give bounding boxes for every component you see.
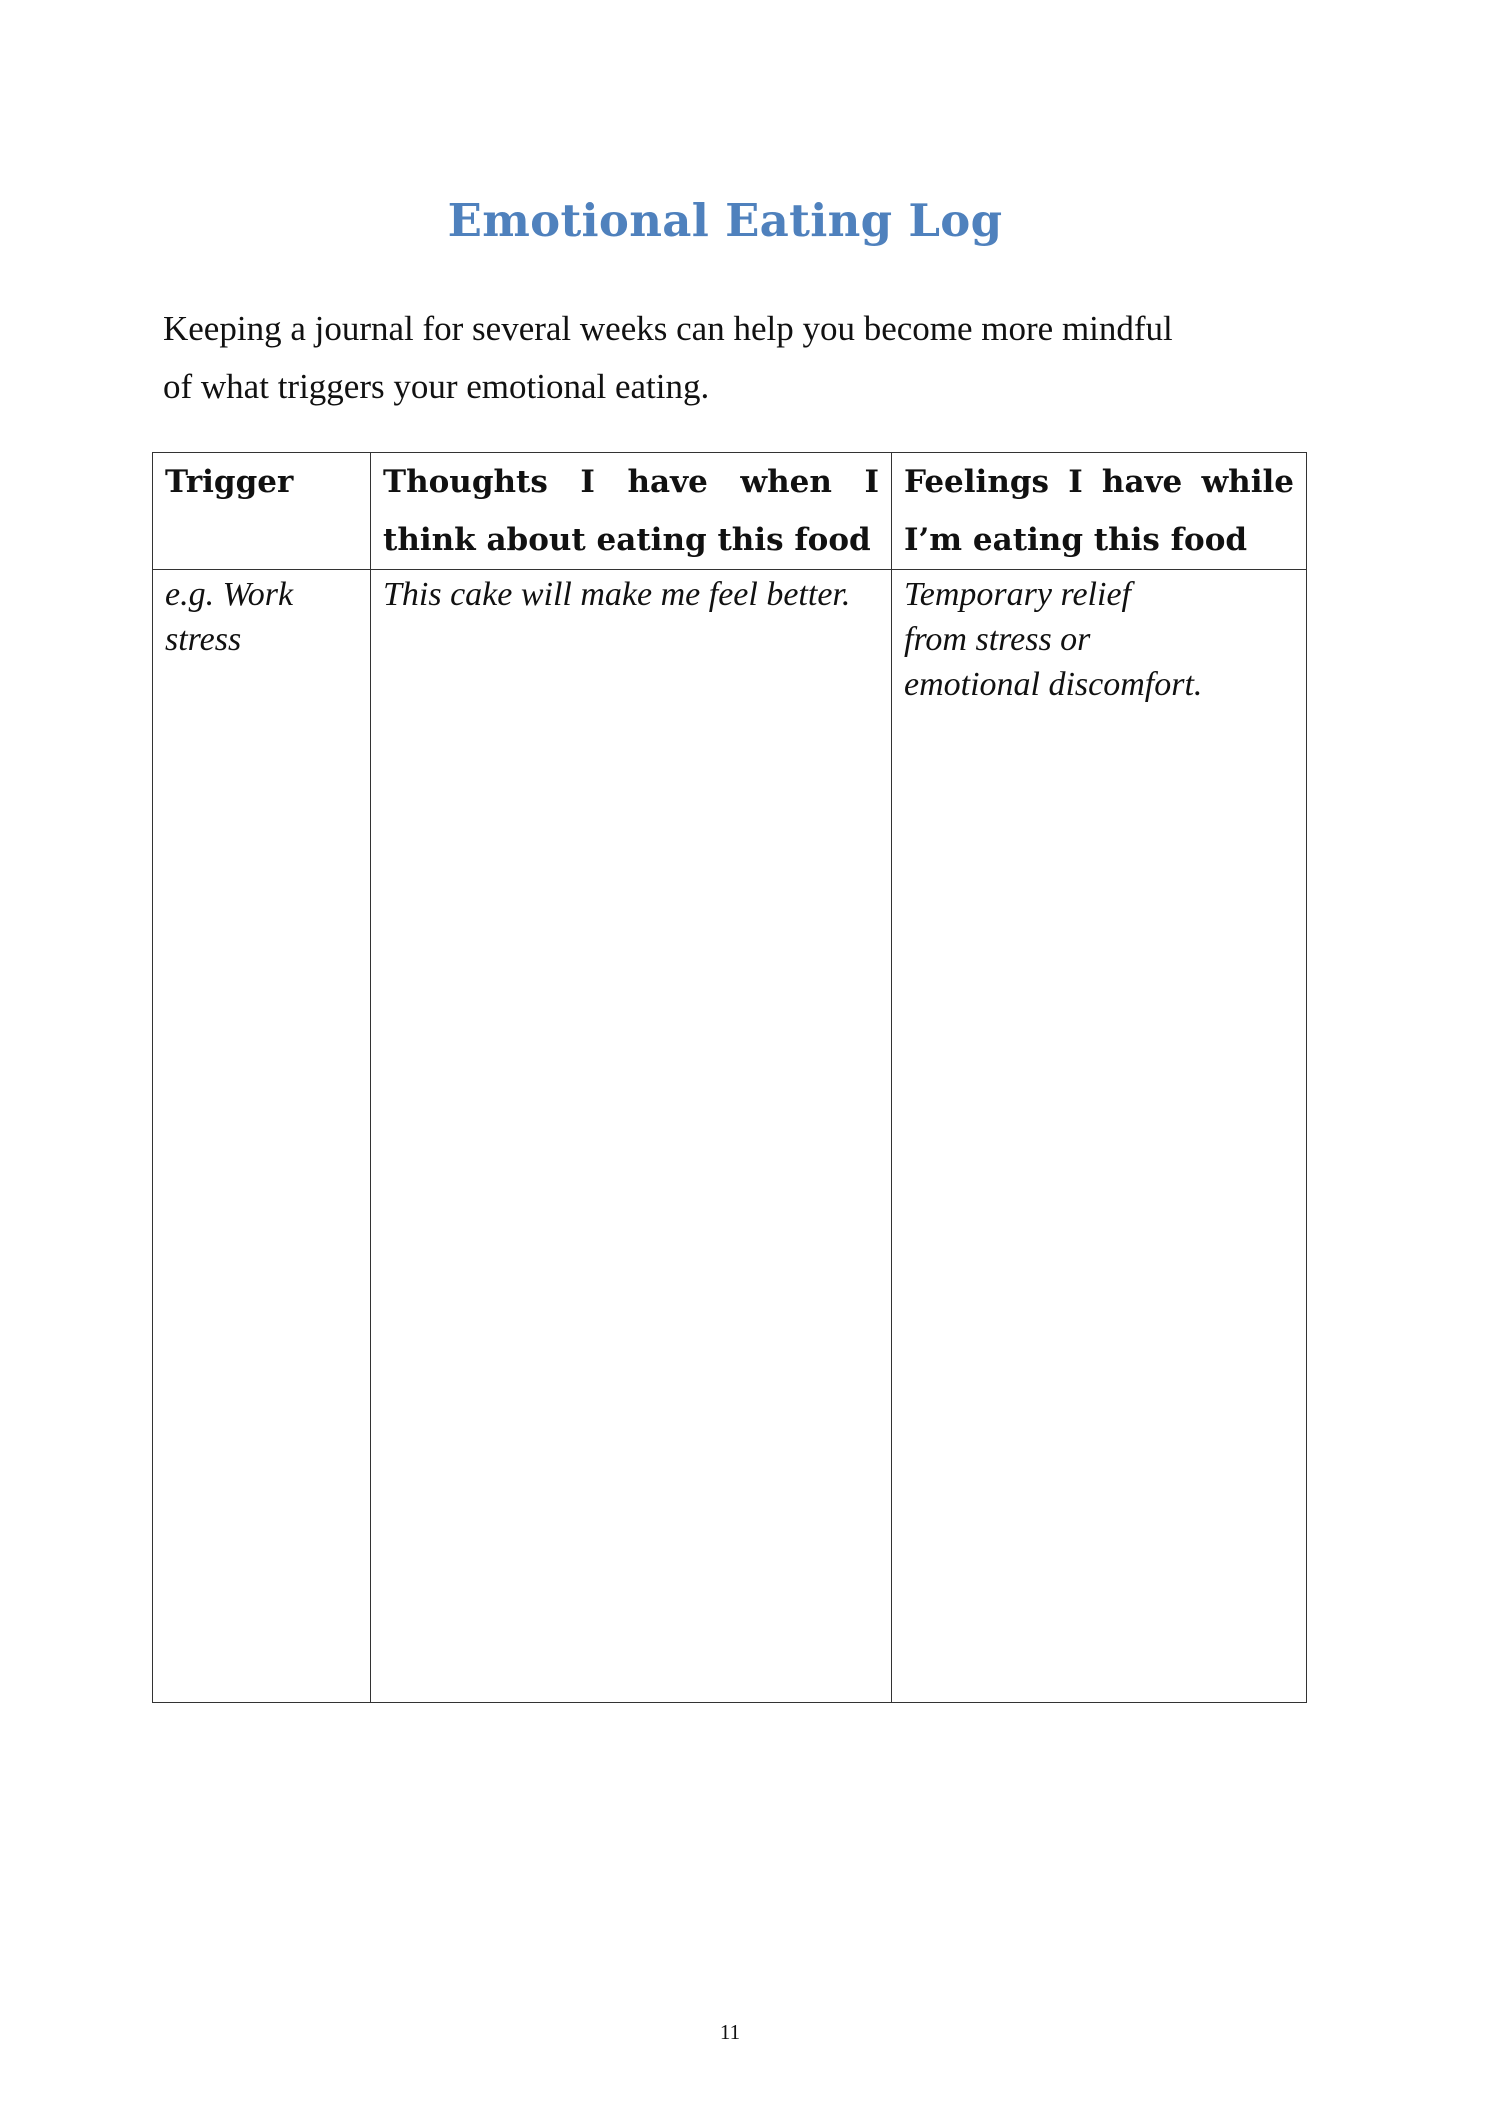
feelings-example-line-1: Temporary relief	[904, 576, 1131, 613]
feelings-example-line-2: from stress or	[904, 621, 1091, 658]
trigger-example-text: e.g. Work stress	[165, 576, 294, 658]
table-header-row	[153, 453, 1307, 570]
header-feelings: Feelings I have while I’m eating this food	[892, 453, 1307, 570]
feelings-example-line-3: emotional discomfort.	[904, 666, 1203, 703]
intro-line-2: of what triggers your emotional eating.	[163, 367, 710, 406]
page-number: 11	[719, 2020, 741, 2044]
header-trigger: Trigger	[153, 453, 371, 570]
cell-thoughts-example[interactable]	[371, 570, 892, 1703]
table-row	[153, 570, 1307, 1703]
header-thoughts: Thoughts I have when I think about eating this food	[371, 453, 892, 570]
intro-paragraph	[163, 300, 1283, 416]
page-title: Emotional Eating Log	[447, 194, 1003, 247]
cell-feelings-example[interactable]	[892, 570, 1307, 1703]
intro-line-1: Keeping a journal for several weeks can help you become more mindful	[163, 309, 1173, 348]
emotional-eating-log-table	[152, 452, 1307, 1703]
cell-trigger-example[interactable]	[153, 570, 371, 1703]
thoughts-example-text: This cake will make me feel better.	[383, 576, 851, 613]
